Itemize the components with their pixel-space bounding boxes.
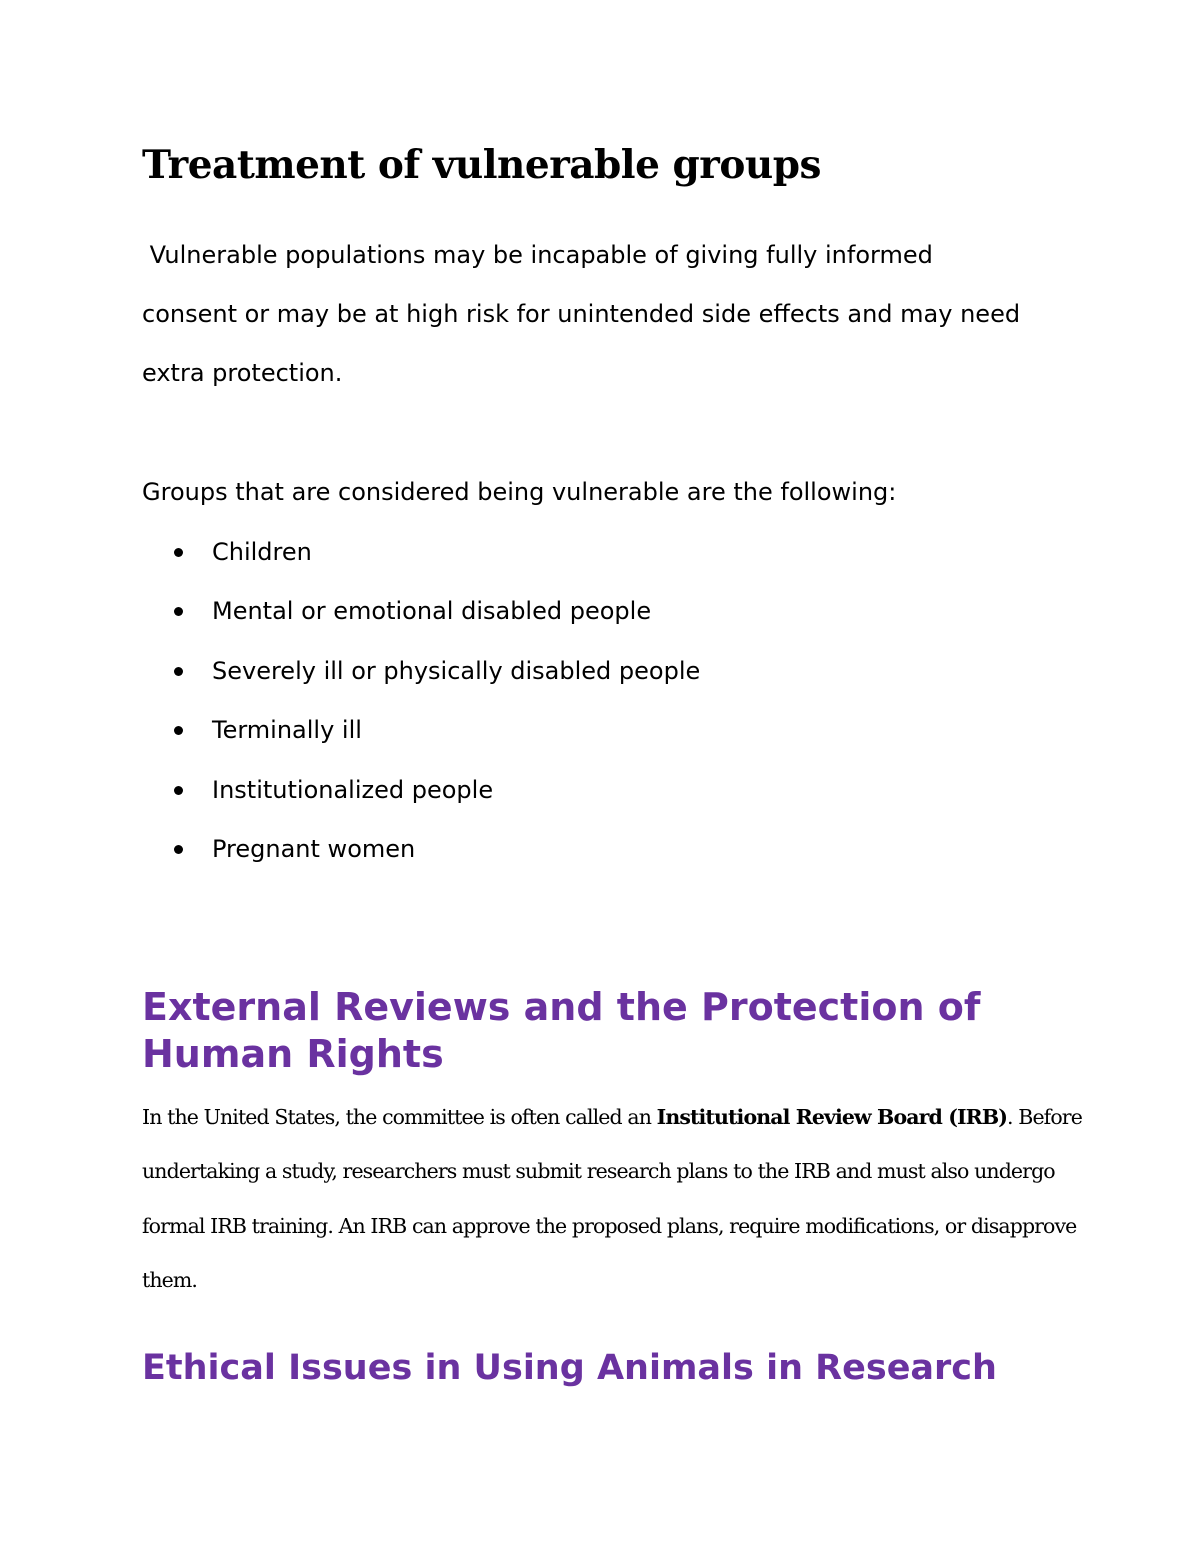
heading-ethical-issues-animals: Ethical Issues in Using Animals in Research xyxy=(142,1348,997,1388)
groups-lead-text: Groups that are considered being vulnerable are the following: xyxy=(142,478,897,506)
bullet-icon xyxy=(174,786,183,795)
list-item xyxy=(142,642,700,701)
heading-external-reviews: External Reviews and the Protection of Human Rights xyxy=(142,985,981,1076)
list-item xyxy=(142,523,700,582)
bullet-icon xyxy=(174,548,183,557)
list-item xyxy=(142,701,700,760)
irb-term: Institutional Review Board (IRB) xyxy=(656,1105,1008,1129)
intro-paragraph xyxy=(142,226,1042,403)
list-item xyxy=(142,820,700,879)
list-item-label: Severely ill or physically disabled people xyxy=(212,656,701,685)
list-item-label: Pregnant women xyxy=(212,834,416,863)
bullet-icon xyxy=(174,845,183,854)
list-item-label: Institutionalized people xyxy=(212,775,494,804)
list-item-label: Children xyxy=(212,538,312,566)
bullet-icon xyxy=(174,607,183,616)
irb-paragraph xyxy=(142,1090,1082,1307)
intro-paragraph-rest: consent or may be at high risk for unintended side effects and may need extra protection. xyxy=(142,300,1021,387)
intro-paragraph-lead: Vulnerable populations may be incapable of giving fully informed xyxy=(142,241,933,269)
list-item xyxy=(142,582,700,641)
irb-paragraph-body: . Before undertaking a study, researchers must submit research plans to the IRB and must also undergo formal IRB training. An IRB can approve the proposed plans, require modifications, or disapprove them. xyxy=(142,1105,1082,1292)
bullet-icon xyxy=(174,667,183,676)
list-item xyxy=(142,761,700,820)
list-item-label: Mental or emotional disabled people xyxy=(212,597,652,626)
heading-treatment-vulnerable-groups: Treatment of vulnerable groups xyxy=(142,142,821,188)
irb-paragraph-intro: In the United States, the committee is often called an xyxy=(142,1105,657,1129)
list-item-label: Terminally ill xyxy=(212,716,362,745)
vulnerable-groups-list xyxy=(142,523,700,879)
bullet-icon xyxy=(174,726,183,735)
